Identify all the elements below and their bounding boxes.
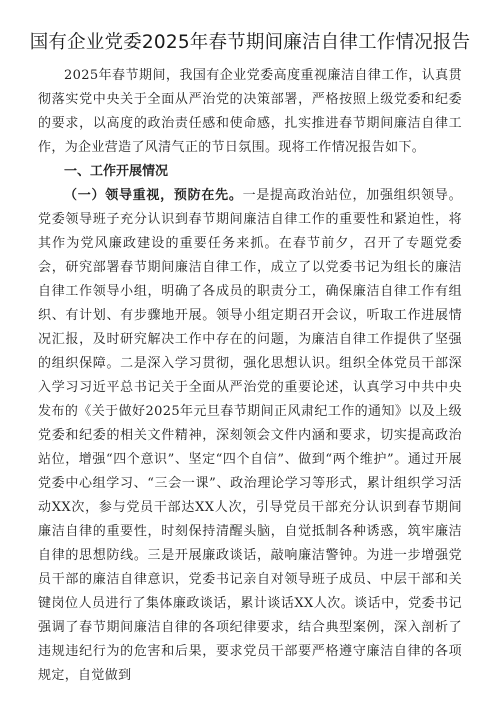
- paragraph-1-subheading: （一）领导重视，预防在先。: [64, 188, 243, 203]
- document-body: [38, 64, 462, 688]
- section-heading: 一、工作开展情况: [64, 164, 169, 179]
- document-title: 国有企业党委2025年春节期间廉洁自律工作情况报告: [29, 32, 471, 53]
- paragraph-1-text: 一是提高政治站位，加强组织领导。党委领导班子充分认识到春节期间廉洁自律工作的重要性和紧迫性，将其作为党风廉政建设的重要任务来抓。在春节前夕，召开了专题党委会，研究部署春节期间廉洁自律工作，成立了以党委书记为组长的廉洁自律工作领导小组，明确了各成员的职责分工，确保廉洁自律工作有组织、有计划、有步骤地开展。领导小组定期召开会议，听取工作进展情况汇报，及时研究解决工作中存在的问题，为廉洁自律工作提供了坚强的组织保障。二是深入学习贯彻，强化思想认识。组织全体党员干部深入学习习近平总书记关于全面从严治党的重要论述，认真学习中共中央发布的《关于做好2025年元旦春节期间正风肃纪工作的通知》以及上级党委和纪委的相关文件精神，深刻领会文件内涵和要求，切实提高政治站位，增强“四个意识”、坚定“四个自信”、做到“两个维护”。通过开展党委中心组学习、“三会一课”、政治理论学习等形式，累计组织学习活动XX次，参与党员干部达XX人次，引导党员干部充分认识到春节期间廉洁自律的重要性，时刻保持清醒头脑，自觉抵制各种诱惑，筑牢廉洁自律的思想防线。三是开展廉政谈话，敲响廉洁警钟。为进一步增强党员干部的廉洁自律意识，党委书记亲自对领导班子成员、中层干部和关键岗位人员进行了集体廉政谈话，累计谈话XX人次。谈话中，党委书记强调了春节期间廉洁自律的各项纪律要求，结合典型案例，深入剖析了违规违纪行为的危害和后果，要求党员干部要严格遵守廉洁自律的各项规定，自觉做到: [38, 188, 462, 683]
- intro-paragraph: 2025年春节期间，我国有企业党委高度重视廉洁自律工作，认真贯彻落实党中央关于全面从严治党的决策部署，严格按照上级党委和纪委的要求，以高度的政治责任感和使命感，扎实推进春节期间廉洁自律工作，为企业营造了风清气正的节日氛围。现将工作情况报告如下。: [38, 68, 462, 155]
- paragraph-1: [38, 184, 462, 688]
